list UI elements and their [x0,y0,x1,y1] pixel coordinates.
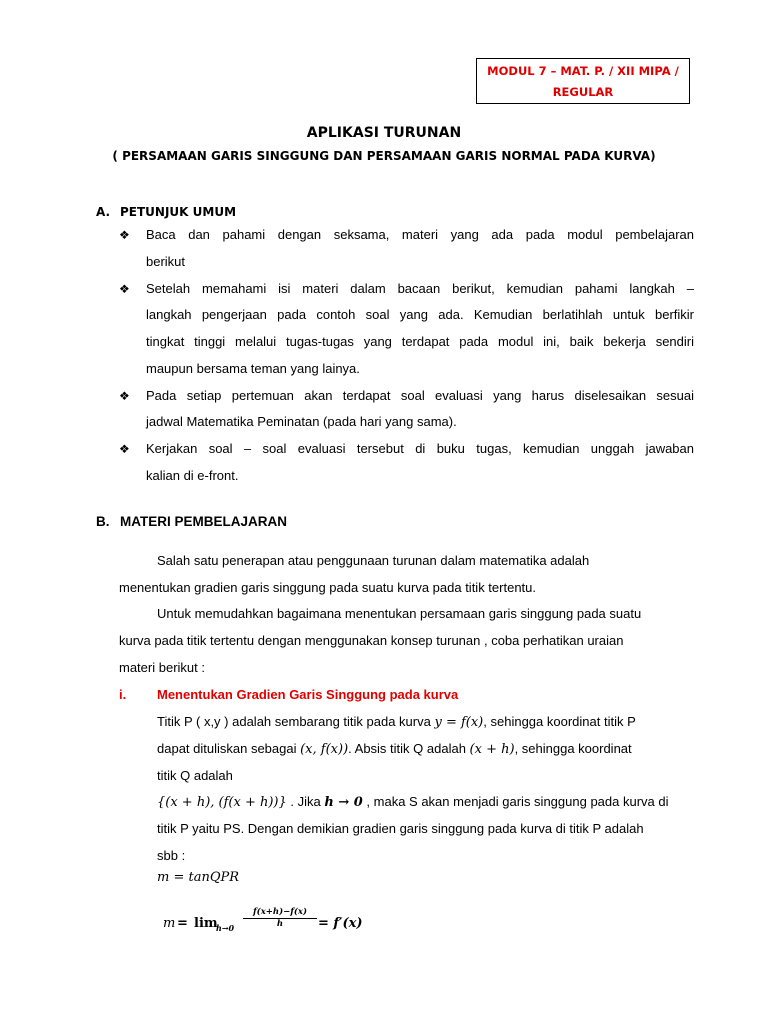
sub-line-4: {(x + h), (f(x + h))} . Jika h → 0 , maka S akan menjadi garis singgung pada kurva di [157,794,669,810]
math-h-to-zero: h → 0 [324,795,363,810]
eq-rhs: = f′(x) [318,916,363,931]
eq-denominator: h [276,919,284,929]
bullet-3-line-1: Pada setiap pertemuan akan terdapat soal evaluasi yang harus diselesaikan sesuai [146,388,694,403]
module-label-line1: MODUL 7 – MAT. P. / XII MIPA / [487,64,679,78]
bullet-2-line-1: Setelah memahami isi materi dalam bacaan berikut, kemudian pahami langkah – [146,281,694,296]
section-b-label: B. [96,514,110,529]
eq-m: m [163,916,176,931]
subsection-number: i. [119,687,127,702]
bullet-1-line-2: berikut [146,254,186,269]
section-b-heading: MATERI PEMBELAJARAN [120,514,288,529]
subsection-heading: Menentukan Gradien Garis Singgung pada kurva [157,687,459,702]
diamond-bullet-icon: ❖ [119,228,130,242]
bullet-2-line-4: maupun bersama teman yang lainya. [146,361,360,376]
bullet-4-line-2: kalian di e-front. [146,468,239,483]
diamond-bullet-icon: ❖ [119,389,130,403]
para2-line-3: materi berikut : [119,660,205,675]
sub-line-6: sbb : [157,848,186,863]
para1-line-1: Salah satu penerapan atau penggunaan turunan dalam matematika adalah [157,553,590,568]
sub-line-5: titik P yaitu PS. Dengan demikian gradien garis singgung pada kurva di titik P adalah [157,821,644,836]
sub-line-1: Titik P ( x,y ) adalah sembarang titik pada kurva y = f(x), sehingga koordinat titik P [157,714,636,730]
para2-line-1: Untuk memudahkan bagaimana menentukan persamaan garis singgung pada suatu [157,606,642,621]
eq-lim-subscript: h→0 [216,923,235,933]
eq-equals: = [177,916,188,931]
module-label-line2: REGULAR [552,85,614,99]
eq-lim: lim [194,916,218,931]
bullet-1-line-1: Baca dan pahami dengan seksama, materi yang ada pada modul pembelajaran [146,227,694,242]
sub-line-3: titik Q adalah [157,768,233,783]
document-title: APLIKASI TURUNAN [306,125,462,141]
sub-line-2: dapat dituliskan sebagai (x, f(x)). Absis titik Q adalah (x + h), sehingga koordinat [157,741,632,757]
bullet-2-line-3: tingkat tinggi melalui tugas-tugas yang terdapat pada modul ini, baik bekerja sendiri [146,334,694,349]
module-label-box [476,58,690,104]
para1-line-2: menentukan gradien garis singgung pada suatu kurva pada titik tertentu. [119,580,536,595]
math-x-plus-h: (x + h) [469,742,515,757]
math-y-equals-fx: y = f(x) [434,715,484,730]
math-point-q: {(x + h), (f(x + h))} [157,795,287,810]
eq-numerator: f(x+h)−f(x) [243,906,317,919]
bullet-2-line-2: langkah pengerjaan pada contoh soal yang ada. Kemudian berlatihlah untuk berfikir [146,307,694,322]
eq-fraction [243,906,317,930]
diamond-bullet-icon: ❖ [119,282,130,296]
bullet-4-line-1: Kerjakan soal – soal evaluasi tersebut di buku tugas, kemudian unggah jawaban [146,441,694,456]
diamond-bullet-icon: ❖ [119,442,130,456]
bullet-3-line-2: jadwal Matematika Peminatan (pada hari yang sama). [146,414,457,429]
para2-line-2: kurva pada titik tertentu dengan menggunakan konsep turunan , coba perhatikan uraian [119,633,624,648]
equation-m-tan: m = tanQPR [157,870,240,885]
math-point-p: (x, f(x)) [300,742,349,757]
section-a-label: A. [96,205,111,219]
document-subtitle: ( PERSAMAAN GARIS SINGGUNG DAN PERSAMAAN GARIS NORMAL PADA KURVA) [112,149,656,163]
section-a-heading: PETUNJUK UMUM [120,205,237,219]
